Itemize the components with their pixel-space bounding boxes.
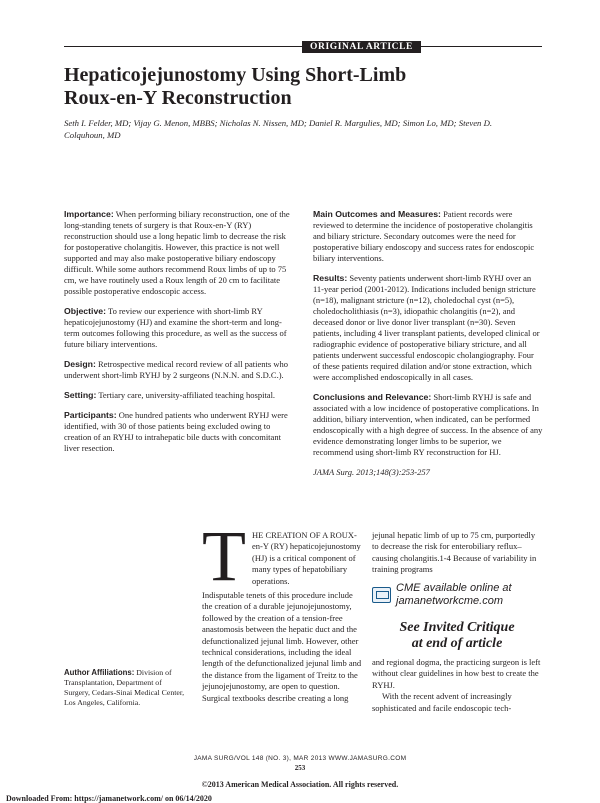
results-label: Results: [313,273,348,283]
author-affiliations [64,668,189,708]
participants-label: Participants: [64,410,117,420]
section-header-bar [64,42,542,52]
abstract-outcomes [313,209,543,264]
monitor-icon [372,587,391,603]
abstract-design [64,359,294,381]
affiliations-text: Division of Transplantation, Department of Surgery, Cedars-Sinai Medical Center, Los Angeles, California. [64,668,185,707]
conclusions-label: Conclusions and Relevance: [313,392,432,402]
conclusions-text: Short-limb RYHJ is safe and associated with a low incidence of postoperative complications. In addition, biliary intervention, when indicated, can be performed endoscopically with a high degree of success. In the absence of any evidence demonstrating longer limbs to be superior, we recommend using short-limb RY reconstruction for HJ. [313,392,543,457]
design-text: Retrospective medical record review of all patients who underwent short-limb RYHJ by 2 surgeons (N.N.N. and S.D.C.). [64,359,288,380]
abstract-participants [64,410,294,454]
body-lead-text: HE CREATION OF A ROUX-en-Y (RY) hepaticojejunostomy (HJ) is a critical component of many types of hepatobiliary operations. [252,530,361,586]
abstract-objective [64,306,294,350]
abstract-right-column [313,209,543,487]
outcomes-label: Main Outcomes and Measures: [313,209,441,219]
setting-label: Setting: [64,390,97,400]
importance-label: Importance: [64,209,114,219]
abstract-setting [64,390,294,401]
affiliations-label: Author Affiliations: [64,668,135,677]
importance-text: When performing biliary reconstruction, one of the long-standing tenets of surgery is that Roux-en-Y (RY) reconstruction should use a long hepatic limb to decrease the risk for postoperative cholangitis. However, this practice is not well supported and may also make postoperative biliary endoscopy difficult. While some authors recommend Roux limbs of up to 75 cm, we have routinely used a Roux length of 20 cm to facilitate possible postoperative endoscopic access. [64,209,290,296]
abstract-importance [64,209,294,297]
cme-text [396,582,542,608]
running-footer: JAMA SURG/VOL 148 (NO. 3), MAR 2013 WWW.JAMASURG.COM [193,755,407,762]
design-label: Design: [64,359,96,369]
section-label: ORIGINAL ARTICLE [302,41,421,53]
body-right-bottom-p1: and regional dogma, the practicing surgeon is left without clear guidelines in how best to create the RYHJ. [372,657,541,690]
invited-critique-callout [372,620,542,652]
cme-line-1: CME available online at [396,582,512,594]
setting-text: Tertiary care, university-affiliated teaching hospital. [98,390,276,400]
outcomes-text: Patient records were reviewed to determine the incidence of postoperative cholangitis and biliary stricture. Secondary outcomes were the need for postoperative biliary endoscopy and success rates for endoscopic biliary interventions. [313,209,535,263]
title-line-1: Hepaticojejunostomy Using Short-Limb [64,64,407,86]
results-text: Seventy patients underwent short-limb RYHJ over an 11-year period (2001-2012). Indications included benign stricture (n=18), malignant stricture (n=12), choledochal cyst (n=5), choledocholithiasis (n=3), idiopathic cholangitis (n=2), and deceased donor or live donor liver transplant (n=30). Seven patients, including 4 liver transplant patients, developed clinical or radiographic evidence of postoperative biliary stricture, and all patients underwent successful endoscopic cholangiography. Four of these patients required dilation and/or stone extraction, which were accomplished endoscopically in all cases. [313,273,540,382]
cme-link[interactable]: jamanetworkcme.com [396,595,503,607]
abstract-conclusions [313,392,543,458]
participants-text: One hundred patients who underwent RYHJ were identified, with 30 of those patients being excluded owing to creation of an RYHJ to intrahepatic bile ducts with concomitant liver resection. [64,410,288,453]
objective-label: Objective: [64,306,107,316]
cme-callout[interactable] [372,582,542,616]
drop-cap: T [202,516,246,596]
download-stamp: Downloaded From: https://jamanetwork.com/ on 06/14/2020 [6,794,212,803]
title-line-2: Roux-en-Y Reconstruction [64,87,292,109]
body-right-bottom [372,657,542,714]
article-title [64,64,534,110]
abstract-left-column [64,209,294,463]
objective-text: To review our experience with short-limb RY hepaticojejunostomy (HJ) and examine the short-term and long-term outcomes following this procedure, as well as the success of future biliary interventions. [64,306,287,349]
body-right-bottom-p2: With the recent advent of increasingly sophisticated and facile endoscopic tech- [372,691,512,713]
journal-citation: JAMA Surg. 2013;148(3):253-257 [313,467,430,477]
critique-line-1: See Invited Critique [399,620,515,635]
body-right-top: jejunal hepatic limb of up to 75 cm, purportedly to decrease the risk for enterobiliary reflux–causing cholangitis.1-4 Because of variability in training programs [372,530,537,575]
author-list: Seth I. Felder, MD; Vijay G. Menon, MBBS; Nicholas N. Nissen, MD; Daniel R. Margulies, MD; Simon Lo, MD; Steven D. Colquhoun, MD [64,118,493,140]
critique-line-2: at end of article [411,636,503,651]
page-number: 253 [294,764,306,772]
body-lead-rest: Indisputable tenets of this procedure include the creation of a durable jejunojejunostomy, followed by the creation of a tension-free anastomosis between the hepatic duct and the defunctionalized jejunal limb. However, other technical considerations, including the ideal length of the defunctionalized jejunal limb and the distance from the ligament of Treitz to the jejunojejunostomy, are open to question. Surgical textbooks describe creating a long [202,590,362,703]
copyright-line: ©2013 American Medical Association. All rights reserved. [201,780,399,789]
abstract-results [313,273,543,383]
